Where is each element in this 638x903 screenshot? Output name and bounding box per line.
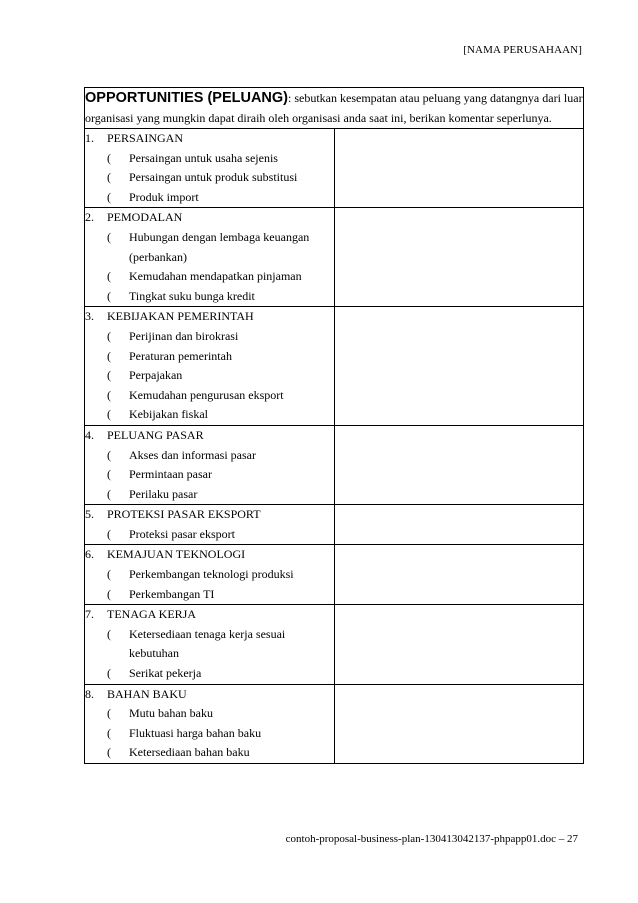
section-title xyxy=(85,426,334,446)
section-row xyxy=(85,129,584,208)
list-item-text: Kemudahan pengurusan eksport xyxy=(129,387,284,402)
list-item xyxy=(85,149,334,169)
section-number: 6. xyxy=(85,547,94,562)
section-row xyxy=(85,684,584,763)
list-item-text: Perkembangan TI xyxy=(129,586,215,601)
section-title xyxy=(85,545,334,565)
section-title xyxy=(85,505,334,525)
list-item-text: Kebijakan fiskal xyxy=(129,407,208,422)
list-item xyxy=(85,327,334,347)
bullet-marker: ( xyxy=(107,567,111,582)
bullet-marker: ( xyxy=(107,626,111,641)
intro-text: : sebutkan kesempatan atau peluang yang datangnya dari luar organisasi yang mungkin dapat diraih oleh organisasi anda saat ini, berikan komentar seperlunya. xyxy=(85,91,583,125)
section-row xyxy=(85,545,584,605)
section-title-text: KEBIJAKAN PEMERINTAH xyxy=(107,309,254,324)
bullet-marker: ( xyxy=(107,387,111,402)
list-item xyxy=(85,743,334,763)
list-item-text: Fluktuasi harga bahan baku xyxy=(129,725,262,740)
list-item xyxy=(85,446,334,466)
list-item-text: Proteksi pasar eksport xyxy=(129,526,235,541)
list-item-text: Produk import xyxy=(129,189,199,204)
bullet-marker: ( xyxy=(107,745,111,760)
comment-cell[interactable] xyxy=(334,307,584,426)
opportunities-table-body xyxy=(85,88,584,764)
company-header: [NAMA PERUSAHAAN] xyxy=(463,44,582,56)
bullet-marker: ( xyxy=(107,407,111,422)
list-item-text: Mutu bahan baku xyxy=(129,706,213,721)
opportunities-table xyxy=(84,87,584,764)
section-title xyxy=(85,129,334,149)
bullet-marker: ( xyxy=(107,150,111,165)
comment-cell[interactable] xyxy=(334,208,584,307)
list-item xyxy=(85,188,334,208)
section-criteria-cell xyxy=(85,129,335,208)
list-item xyxy=(85,386,334,406)
section-title-text: PELUANG PASAR xyxy=(107,427,204,442)
bullet-marker: ( xyxy=(107,368,111,383)
section-title xyxy=(85,605,334,625)
list-item xyxy=(85,168,334,188)
list-item-text: Ketersediaan tenaga kerja sesuai kebutuhan xyxy=(129,626,286,661)
section-number: 5. xyxy=(85,507,94,522)
list-item-text: Tingkat suku bunga kredit xyxy=(129,288,255,303)
section-criteria-cell xyxy=(85,208,335,307)
bullet-marker: ( xyxy=(107,725,111,740)
list-item-text: Perpajakan xyxy=(129,368,183,383)
page-footer: contoh-proposal-business-plan-130413042137-phpapp01.doc – 27 xyxy=(285,833,578,845)
section-title-text: PEMODALAN xyxy=(107,210,183,225)
comment-cell[interactable] xyxy=(334,545,584,605)
section-number: 3. xyxy=(85,309,94,324)
list-item xyxy=(85,585,334,605)
bullet-marker: ( xyxy=(107,706,111,721)
bullet-marker: ( xyxy=(107,526,111,541)
list-item-text: Permintaan pasar xyxy=(129,467,212,482)
bullet-marker: ( xyxy=(107,348,111,363)
bullet-marker: ( xyxy=(107,447,111,462)
section-number: 1. xyxy=(85,131,94,145)
intro-row xyxy=(85,88,584,129)
list-item-text: Serikat pekerja xyxy=(129,666,202,681)
list-item-text: Hubungan dengan lembaga keuangan (perbankan) xyxy=(129,229,310,264)
list-item-text: Persaingan untuk usaha sejenis xyxy=(129,150,278,165)
list-item-text: Perkembangan teknologi produksi xyxy=(129,567,294,582)
list-item-text: Ketersediaan bahan baku xyxy=(129,745,250,760)
bullet-marker: ( xyxy=(107,586,111,601)
bullet-marker: ( xyxy=(107,269,111,284)
section-row xyxy=(85,425,584,504)
comment-cell[interactable] xyxy=(334,129,584,208)
section-title xyxy=(85,685,334,705)
list-item-text: Perilaku pasar xyxy=(129,486,198,501)
bullet-marker: ( xyxy=(107,229,111,244)
section-criteria-cell xyxy=(85,425,335,504)
list-item xyxy=(85,347,334,367)
list-item-text: Kemudahan mendapatkan pinjaman xyxy=(129,269,302,284)
section-criteria-cell xyxy=(85,545,335,605)
bullet-marker: ( xyxy=(107,486,111,501)
list-item xyxy=(85,485,334,505)
section-number: 2. xyxy=(85,210,94,225)
section-row xyxy=(85,208,584,307)
intro-title: OPPORTUNITIES (PELUANG) xyxy=(85,90,289,106)
comment-cell[interactable] xyxy=(334,425,584,504)
section-criteria-cell xyxy=(85,684,335,763)
list-item xyxy=(85,465,334,485)
section-criteria-cell xyxy=(85,605,335,684)
bullet-marker: ( xyxy=(107,170,111,185)
list-item-text: Perijinan dan birokrasi xyxy=(129,328,239,343)
list-item xyxy=(85,366,334,386)
section-criteria-cell xyxy=(85,307,335,426)
bullet-marker: ( xyxy=(107,467,111,482)
section-title-text: TENAGA KERJA xyxy=(107,607,196,622)
section-number: 8. xyxy=(85,686,94,701)
section-row xyxy=(85,605,584,684)
list-item-text: Persaingan untuk produk substitusi xyxy=(129,170,298,185)
section-row xyxy=(85,307,584,426)
list-item xyxy=(85,565,334,585)
section-number: 4. xyxy=(85,427,94,442)
bullet-marker: ( xyxy=(107,328,111,343)
list-item xyxy=(85,724,334,744)
list-item xyxy=(85,228,334,267)
section-title-text: PERSAINGAN xyxy=(107,131,184,145)
section-title-text: BAHAN BAKU xyxy=(107,686,187,701)
section-row xyxy=(85,505,584,545)
section-criteria-cell xyxy=(85,505,335,545)
bullet-marker: ( xyxy=(107,666,111,681)
list-item xyxy=(85,267,334,287)
bullet-marker: ( xyxy=(107,189,111,204)
list-item xyxy=(85,664,334,684)
section-title xyxy=(85,307,334,327)
section-title xyxy=(85,208,334,228)
comment-cell[interactable] xyxy=(334,684,584,763)
list-item xyxy=(85,287,334,307)
intro-cell xyxy=(85,88,584,129)
list-item-text: Peraturan pemerintah xyxy=(129,348,232,363)
section-title-text: KEMAJUAN TEKNOLOGI xyxy=(107,547,246,562)
comment-cell[interactable] xyxy=(334,505,584,545)
list-item xyxy=(85,625,334,664)
comment-cell[interactable] xyxy=(334,605,584,684)
list-item xyxy=(85,704,334,724)
section-title-text: PROTEKSI PASAR EKSPORT xyxy=(107,507,261,522)
list-item xyxy=(85,525,334,545)
section-number: 7. xyxy=(85,607,94,622)
bullet-marker: ( xyxy=(107,288,111,303)
list-item-text: Akses dan informasi pasar xyxy=(129,447,256,462)
list-item xyxy=(85,405,334,425)
